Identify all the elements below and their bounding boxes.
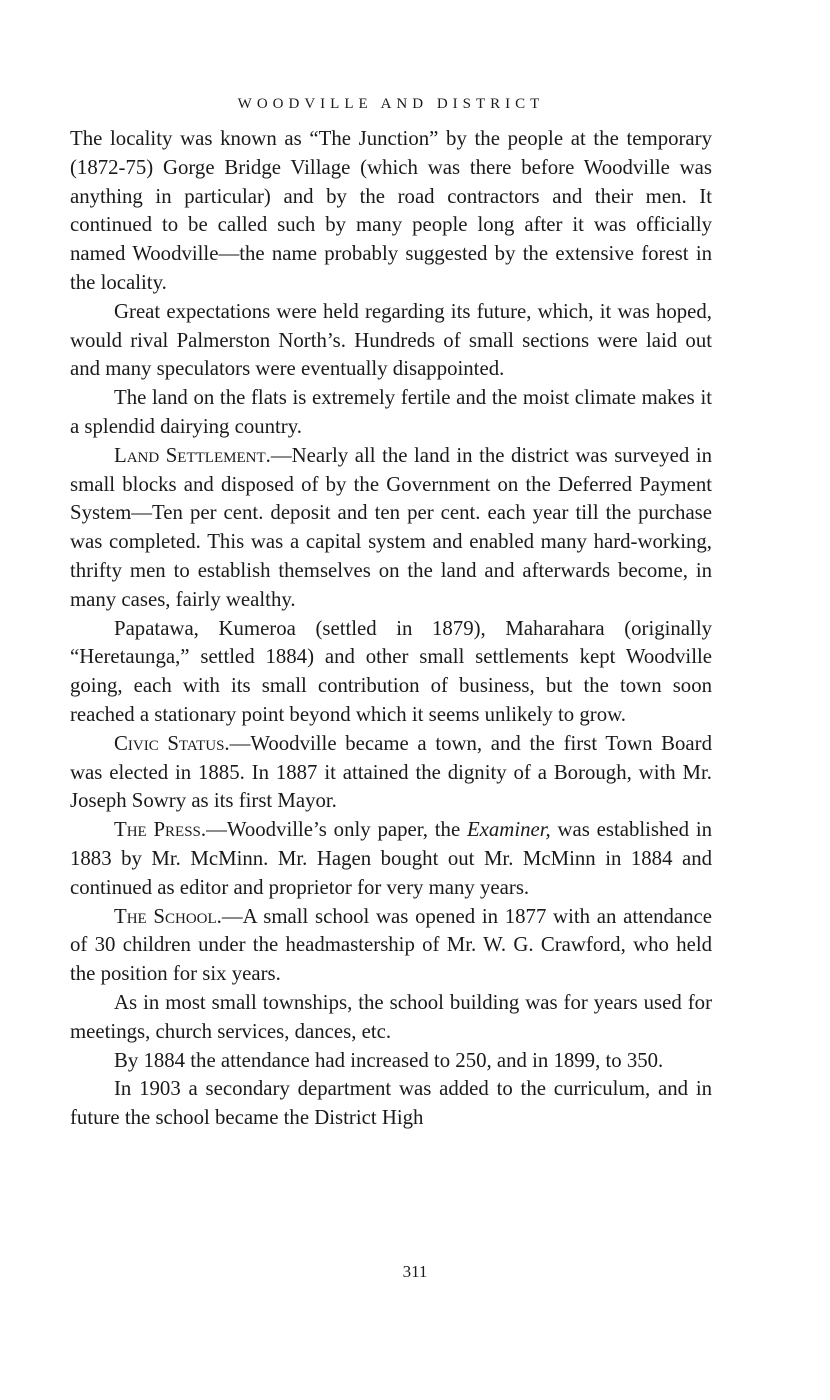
page-number: 311 — [402, 1262, 428, 1281]
paragraph-school — [70, 903, 712, 989]
paragraph-flats: The land on the flats is extremely fertile and the moist climate makes it a splendid dairying country. — [70, 386, 712, 438]
press-text-after: was established in 1883 by Mr. McMinn. Mr. Hagen bought out Mr. McMinn in 1884 and continued as editor and proprietor for very many years. — [70, 818, 712, 899]
newspaper-title: Examiner, — [466, 818, 551, 842]
paragraph-press — [70, 816, 712, 902]
paragraph-secondary-department: In 1903 a secondary department was added to the curriculum, and in future the school became the District High — [70, 1077, 712, 1130]
school-text: —A small school was opened in 1877 with an attendance of 30 children under the headmastership of Mr. W. G. Crawford, who held the position for six years. — [70, 904, 712, 986]
paragraph-junction: The locality was known as “The Junction” by the people at the temporary (1872-75) Gorge Bridge Village (which was there before Woodville was anything in particular) and by the road contractors and their men. It continued to be called such by many people long after it was officially named Woodville—the name probably suggested by the extensive forest in the locality. — [70, 127, 712, 294]
paragraph-school-building: As in most small townships, the school building was for years used for meetings, church services, dances, etc. — [70, 990, 712, 1043]
civic-status-text: —Woodville became a town, and the first Town Board was elected in 1885. In 1887 it attained the dignity of a Borough, with Mr. Joseph Sowry as its first Mayor. — [70, 731, 712, 813]
section-heading-land-settlement: Land Settlement. — [114, 443, 271, 467]
paragraph-attendance: By 1884 the attendance had increased to 250, and in 1899, to 350. — [114, 1048, 664, 1072]
paragraph-settlements: Papatawa, Kumeroa (settled in 1879), Maharahara (originally “Heretaunga,” settled 1884) and other small settlements kept Woodville going, each with its small contribution of business, but the town soon reached a stationary point beyond which it seems unlikely to grow. — [70, 616, 712, 726]
land-settlement-text: —Nearly all the land in the district was surveyed in small blocks and disposed of by the Government on the Deferred Payment System—Ten per cent. deposit and ten per cent. each year till the purchase was completed. This was a capital system and enabled many hard-working, thrifty men to establish themselves on the land and afterwards become, in many cases, fairly wealthy. — [70, 443, 713, 611]
running-head: WOODVILLE AND DISTRICT — [237, 96, 545, 112]
section-heading-school: The School. — [114, 904, 222, 928]
paragraph-expectations: Great expectations were held regarding its future, which, it was hoped, would rival Palmerston North’s. Hundreds of small sections were laid out and many speculators were eventually disappointed. — [70, 299, 712, 381]
paragraph-civic-status — [70, 730, 712, 816]
section-heading-press: The Press. — [114, 818, 207, 842]
press-text-before: —Woodville’s only paper, the — [206, 818, 467, 842]
book-page — [70, 96, 712, 1133]
paragraph-land-settlement — [70, 442, 712, 615]
section-heading-civic-status: Civic Status. — [114, 731, 230, 755]
